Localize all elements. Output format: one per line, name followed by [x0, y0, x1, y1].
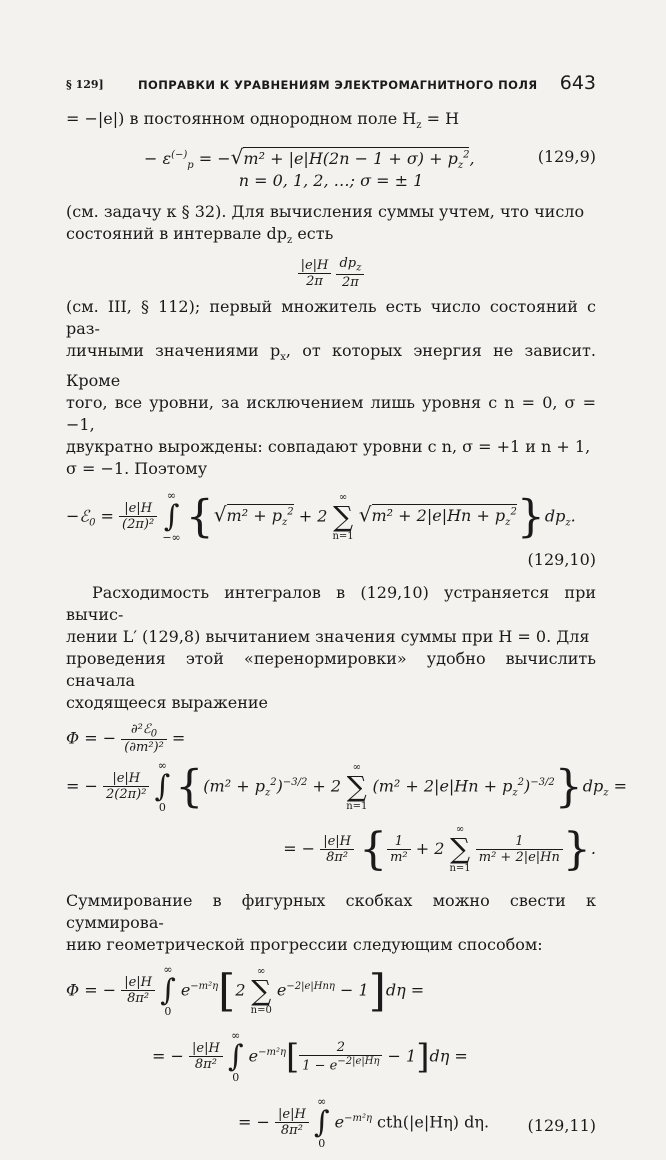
integral-sign: ∞ ∫ 0	[313, 1094, 330, 1150]
running-header	[66, 70, 596, 98]
equation-129-11: = − $\frac{|e|H}{\text{8π²}}$ ∞ ∫ 0 $e^{-m^2\eta}$ cth(|e|Hη) dη. (129,11)	[238, 1094, 596, 1150]
sum-sign: ∞ ∑ n=1	[346, 761, 368, 812]
state-count-expression: $\frac{|e|H}{2\pi}$ $\frac{dp_z}{2\pi}$	[66, 256, 596, 296]
header-title: ПОПРАВКИ К УРАВНЕНИЯМ ЭЛЕКТРОМАГНИТНОГО ПОЛЯ	[138, 78, 538, 92]
equation-number: (129,11)	[527, 1115, 596, 1135]
phi-integral: = − $\frac{|e|H}{\text{2(2π)²}}$ ∞ ∫ 0 {$(m^2 + p_z^2)^{-3/2} + 2$ ∞ ∑ n=1 $(m^2 + 2|e|Hn + p_z^2)^{-3/2}\}dp_z$ =	[66, 758, 628, 814]
text-line: = −|e|) в постоянном однородном поле $H_z = H$	[66, 109, 460, 132]
phi-sum: = − $\frac{|e|H}{\text{8π²}}$ { $\frac{1}{\text{m²}}$ + 2 ∞ ∑ n=1 $\frac{1}{\text{m² + 2|e|Hn}}$ }.	[283, 823, 596, 875]
paragraph: Суммирование в фигурных скобках можно свести к суммирова-	[66, 890, 596, 932]
equation-129-10: −ℰ$_0$ = $\frac{|e|H}{\text{(2π)²}}$ ∞ ∫ −∞ {$√m^2 + p_z^2 + 2$ ∞ ∑ n=1 $√m^2 + 2|e|Hn + p_z^2\}dp_z$.	[66, 488, 576, 544]
paragraph-line: проведения этой «перенормировки» удобно вычислить сначала	[66, 648, 596, 690]
equation-129-9-conditions: n = 0, 1, 2, …; σ = ± 1	[238, 171, 424, 191]
geometric-series-line-1: Φ = − $\frac{|e|H}{\text{8π²}}$ ∞ ∫ 0 $e^{-m^2\eta}[2$ ∞ ∑ n=0 $e^{-2|e|Hn\eta} - 1]d\eta$ =	[66, 962, 425, 1018]
equation-number: (129,10)	[527, 549, 596, 569]
paragraph-line: нию геометрической прогрессии следующим способом:	[66, 934, 543, 954]
integral-sign: ∞ ∫ −∞	[162, 488, 181, 544]
paragraph-line: лении L′ (129,8) вычитанием значения суммы при H = 0. Для	[66, 626, 590, 646]
paragraph: (см. III, § 112); первый множитель есть число состояний с раз-	[66, 297, 596, 339]
paragraph: (см. задачу к § 32). Для вычисления суммы учтем, что число	[66, 202, 585, 222]
integral-sign: ∞ ∫ 0	[160, 962, 176, 1018]
phi-definition: Φ = − $\frac{\partial^2ℰ_0}{\text{(∂m²)²}}$ =	[66, 721, 186, 756]
equation-number-row	[66, 550, 596, 574]
paragraph-line: σ = −1. Поэтому	[66, 458, 208, 478]
paragraph-line: личными значениями $p_x$, от которых энергия не зависит. Кроме	[66, 341, 596, 390]
sum-sign: ∞ ∑ n=1	[449, 824, 471, 875]
integral-sign: ∞ ∫ 0	[227, 1028, 244, 1084]
book-page	[66, 70, 628, 1160]
equation-129-9: − $\varepsilon^{(-)}_p = -√m^2 + |e|H(2n - 1 + \sigma) + p_z^2$, (129,9)	[144, 145, 596, 172]
sum-sign: ∞ ∑ n=0	[250, 965, 272, 1016]
page-number: 643	[559, 72, 596, 94]
paragraph-line: состояний в интервале $dp_z$ есть	[66, 224, 334, 247]
paragraph-line: сходящееся выражение	[66, 692, 269, 712]
paragraph-line: двукратно вырождены: совпадают уровни с n, σ = +1 и n + 1,	[66, 436, 591, 456]
header-section: § 129]	[66, 78, 104, 91]
sum-sign: ∞ ∑ n=1	[332, 491, 354, 542]
equation-number: (129,9)	[537, 147, 596, 167]
paragraph: Расходимость интегралов в (129,10) устраняется при вычис-	[66, 582, 596, 624]
integral-sign: ∞ ∫ 0	[154, 758, 171, 814]
paragraph-line: того, все уровни, за исключением лишь уровня с n = 0, σ = −1,	[66, 392, 596, 434]
geometric-series-line-2: = − $\frac{|e|H}{\text{8π²}}$ ∞ ∫ 0 $e^{-m^2\eta}$[ $\frac{2}{1 - e^{-2|e|H\eta}}$ − 1]dη =	[152, 1028, 468, 1084]
